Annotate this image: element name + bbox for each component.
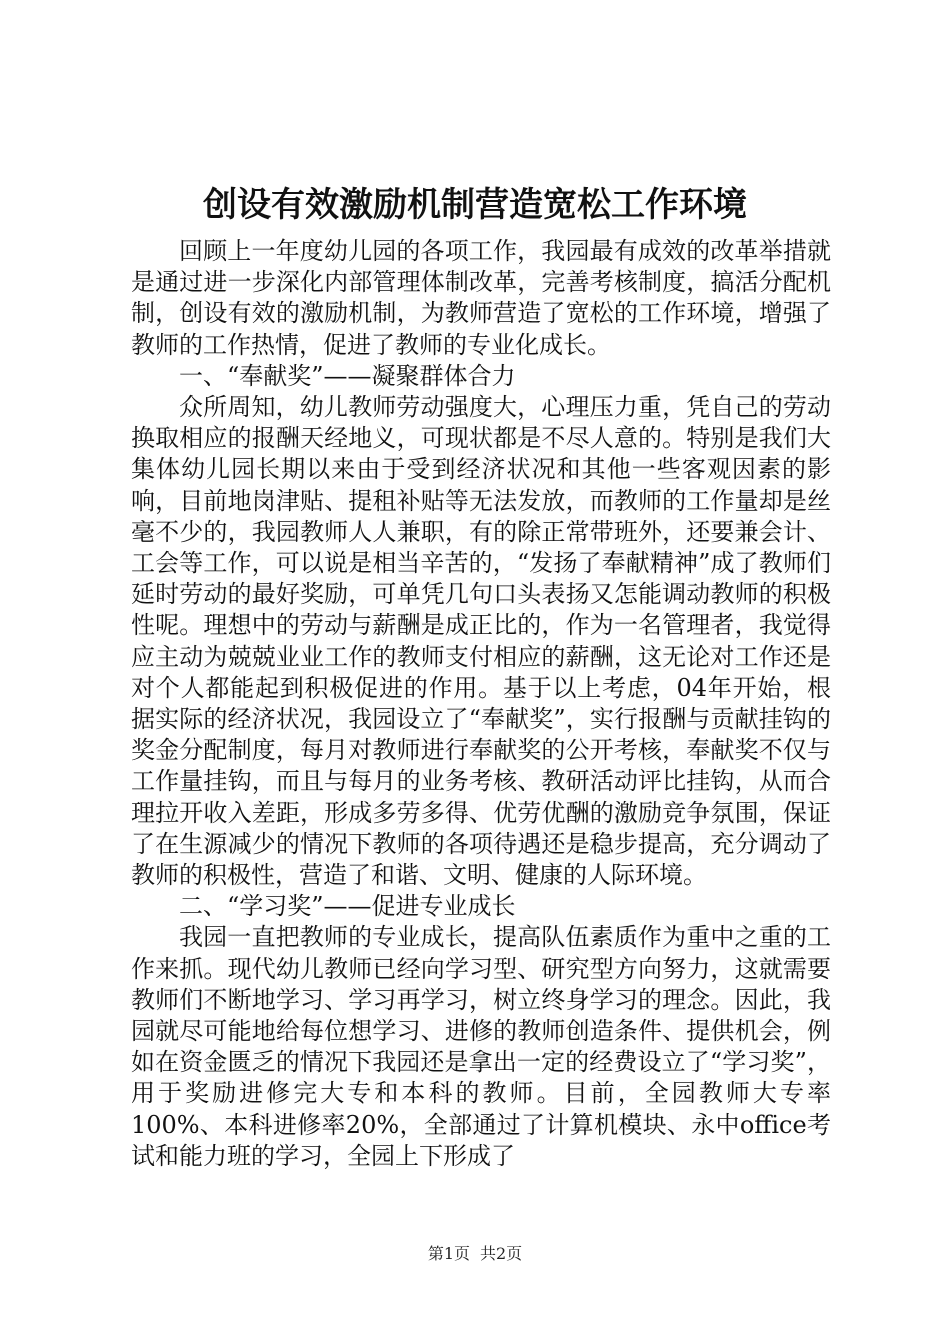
page-total: 共2页 xyxy=(480,1244,523,1263)
page-footer xyxy=(0,1244,950,1264)
section-heading-2: 二、“学习奖”——促进专业成长 xyxy=(179,892,516,921)
document-title: 创设有效激励机制营造宽松工作环境 xyxy=(203,185,747,225)
page-number: 第1页 xyxy=(427,1244,470,1263)
paragraph-section-2: 我园一直把教师的专业成长，提高队伍素质作为重中之重的工作来抓。现代幼儿教师已经向学习型、研究型方向努力，这就需要教师们不断地学习、学习再学习，树立终身学习的理念。因此，我园就尽可能地给每位想学习、进修的教师创造条件、提供机会，例如在资金匮乏的情况下我园还是拿出一定的经费设立了“学习奖”，用于奖励进修完大专和本科的教师。目前，全园教师大专率100%、本科进修率20%，全部通过了计算机模块、永中office考试和能力班的学习，全园上下形成了 xyxy=(131,923,831,1170)
document-body xyxy=(131,236,831,1172)
paragraph-section-1: 众所周知，幼儿教师劳动强度大，心理压力重，凭自己的劳动换取相应的报酬天经地义，可现状都是不尽人意的。特别是我们大集体幼儿园长期以来由于受到经济状况和其他一些客观因素的影响，目前地岗津贴、提租补贴等无法发放，而教师的工作量却是丝毫不少的，我园教师人人兼职，有的除正常带班外，还要兼会计、工会等工作，可以说是相当辛苦的，“发扬了奉献精神”成了教师们延时劳动的最好奖励，可单凭几句口头表扬又怎能调动教师的积极性呢。理想中的劳动与薪酬是成正比的，作为一名管理者，我觉得应主动为兢兢业业工作的教师支付相应的薪酬，这无论对工作还是对个人都能起到积极促进的作用。基于以上考虑，04年开始，根据实际的经济状况，我园设立了“奉献奖”，实行报酬与贡献挂钩的奖金分配制度，每月对教师进行奉献奖的公开考核，奉献奖不仅与工作量挂钩，而且与每月的业务考核、教研活动评比挂钩，从而合理拉开收入差距，形成多劳多得、优劳优酬的激励竞争氛围，保证了在生源减少的情况下教师的各项待遇还是稳步提高，充分调动了教师的积极性，营造了和谐、文明、健康的人际环境。 xyxy=(131,393,831,890)
paragraph-intro: 回顾上一年度幼儿园的各项工作，我园最有成效的改革举措就是通过进一步深化内部管理体制改革，完善考核制度，搞活分配机制，创设有效的激励机制，为教师营造了宽松的工作环境，增强了教师的工作热情，促进了教师的专业化成长。 xyxy=(131,237,831,359)
section-heading-1: 一、“奉献奖”——凝聚群体合力 xyxy=(179,361,516,390)
